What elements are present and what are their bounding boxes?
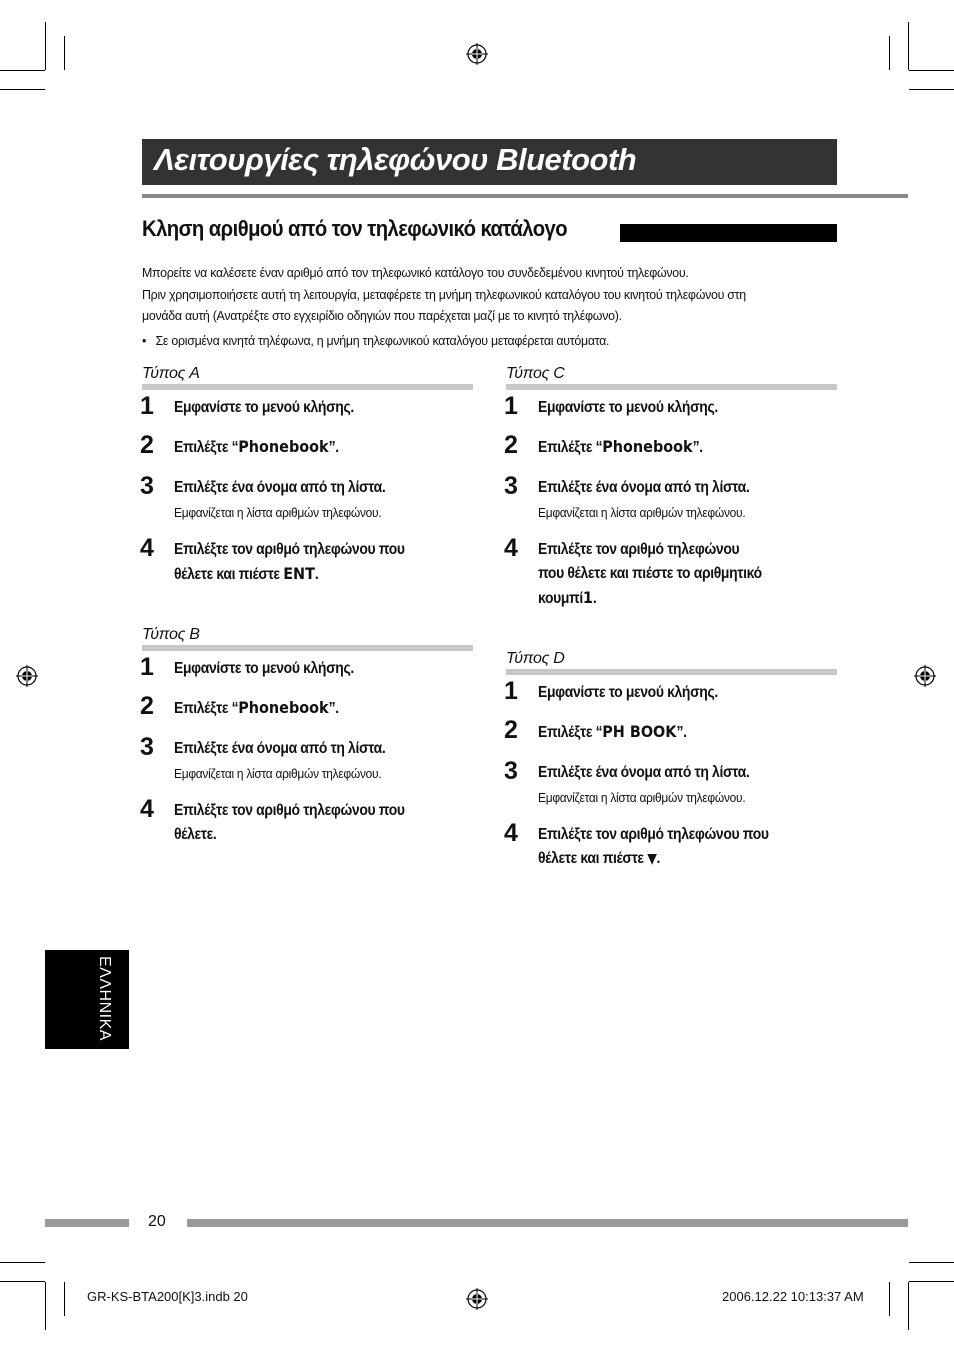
step-number: 3 xyxy=(140,472,154,500)
step-text-part: Επιλέξτε “ xyxy=(174,439,239,456)
type-b-block xyxy=(142,623,473,847)
step-text: Εμφανίστε το μενού κλήσης. xyxy=(538,684,718,701)
step-text xyxy=(174,435,471,460)
crop-mark xyxy=(45,22,46,70)
crop-mark xyxy=(909,70,954,71)
type-d-block xyxy=(506,647,837,871)
step-note: Εμφανίζεται η λίστα αριθμών τηλεφώνου. xyxy=(174,766,382,781)
step-text-part: θέλετε. xyxy=(174,826,217,843)
step-text-part: ”. xyxy=(676,724,687,741)
step-number: 4 xyxy=(504,534,518,562)
crop-mark xyxy=(0,70,45,71)
step-text-part: ”. xyxy=(328,700,339,717)
step-text-part: ”. xyxy=(692,439,703,456)
step-text-part: Επιλέξτε τον αριθμό τηλεφώνου που xyxy=(174,541,405,558)
step-text xyxy=(538,435,835,460)
step-3 xyxy=(504,757,837,823)
page-title-bar xyxy=(142,139,837,185)
step-text: Επιλέξτε ένα όνομα από τη λίστα. xyxy=(538,479,750,496)
keyword: ENT xyxy=(283,564,315,583)
step-text: Επιλέξτε ένα όνομα από τη λίστα. xyxy=(538,764,750,781)
crop-mark xyxy=(0,89,45,90)
step-note: Εμφανίζεται η λίστα αριθμών τηλεφώνου. xyxy=(538,790,746,805)
registration-mark-icon xyxy=(466,43,488,65)
crop-mark xyxy=(889,36,890,70)
type-a-block xyxy=(142,362,473,587)
step-number: 3 xyxy=(140,733,154,761)
step-4 xyxy=(140,795,473,847)
keyword: 1 xyxy=(582,588,593,607)
step-text: Επιλέξτε ένα όνομα από τη λίστα. xyxy=(174,740,386,757)
crop-mark xyxy=(889,1282,890,1316)
step-2 xyxy=(140,431,473,476)
step-text xyxy=(174,538,471,587)
keyword: Phonebook xyxy=(238,698,329,717)
down-triangle-icon: ▼ xyxy=(647,851,657,867)
page-title: Λειτουργίες τηλεφώνου Bluetooth xyxy=(154,142,637,177)
type-c-block xyxy=(506,362,837,611)
section-heading-bar xyxy=(620,224,837,242)
type-b-heading: Τύπος B xyxy=(142,623,473,651)
intro-line: μονάδα αυτή (Ανατρέξτε στο εγχειρίδιο οδηγιών που παρέχεται μαζί με το κινητό τηλέφωνο). xyxy=(142,308,622,323)
print-slug-date: 2006.12.22 10:13:37 AM xyxy=(722,1289,864,1304)
crop-mark xyxy=(64,36,65,70)
step-text-part: θέλετε και πιέστε xyxy=(538,850,648,867)
step-1 xyxy=(140,653,473,696)
step-text-part: Επιλέξτε “ xyxy=(538,439,603,456)
page-number: 20 xyxy=(148,1213,166,1230)
step-4 xyxy=(504,819,837,871)
crop-mark xyxy=(0,1281,45,1282)
footer-rule-right xyxy=(187,1219,908,1227)
step-text xyxy=(174,696,471,721)
intro-text xyxy=(142,262,838,351)
registration-mark-icon xyxy=(16,665,38,687)
step-text-part: Επιλέξτε τον αριθμό τηλεφώνου xyxy=(538,541,740,558)
keyword: Phonebook xyxy=(238,437,329,456)
step-2 xyxy=(504,431,837,476)
step-4 xyxy=(140,534,473,587)
step-text xyxy=(174,799,471,847)
intro-line: Πριν χρησιμοποιήσετε αυτή τη λειτουργία, μεταφέρετε τη μνήμη τηλεφωνικού καταλόγου του κινητού τηλεφώνου στη xyxy=(142,286,746,302)
registration-mark-icon xyxy=(466,1288,488,1310)
step-number: 2 xyxy=(504,431,518,459)
step-text-part: Επιλέξτε τον αριθμό τηλεφώνου που xyxy=(538,826,769,843)
step-number: 4 xyxy=(504,819,518,847)
step-text-part: που θέλετε και πιέστε το αριθμητικό xyxy=(538,565,762,582)
keyword: PH BOOK xyxy=(602,722,677,741)
intro-line: Μπορείτε να καλέσετε έναν αριθμό από τον τηλεφωνικό κατάλογο του συνδεδεμένου κινητού τηλεφώνου. xyxy=(142,265,689,280)
step-text-part: . xyxy=(314,566,319,583)
step-number: 2 xyxy=(504,716,518,744)
step-number: 1 xyxy=(140,653,154,681)
type-c-heading: Τύπος C xyxy=(506,362,837,390)
step-1 xyxy=(504,677,837,720)
registration-mark-icon xyxy=(914,665,936,687)
step-number: 2 xyxy=(140,692,154,720)
step-2 xyxy=(140,692,473,737)
step-number: 1 xyxy=(504,677,518,705)
crop-mark xyxy=(45,1282,46,1330)
step-text-part: . xyxy=(656,850,661,867)
step-text-part: Επιλέξτε “ xyxy=(538,724,603,741)
step-number: 1 xyxy=(504,392,518,420)
step-text-part: Επιλέξτε “ xyxy=(174,700,239,717)
crop-mark xyxy=(909,1281,954,1282)
crop-mark xyxy=(909,1262,954,1263)
language-tab-label: ΕΛΛΗΝΙΚΑ xyxy=(96,956,113,1041)
step-3 xyxy=(140,472,473,538)
crop-mark xyxy=(64,1282,65,1316)
step-text-part: . xyxy=(592,590,597,607)
step-text-part: Επιλέξτε τον αριθμό τηλεφώνου που xyxy=(174,802,405,819)
step-number: 3 xyxy=(504,757,518,785)
step-text xyxy=(538,720,835,745)
intro-bullet: • Σε ορισμένα κινητά τηλέφωνα, η μνήμη τηλεφωνικού καταλόγου μεταφέρεται αυτόματα. xyxy=(142,332,610,348)
step-note: Εμφανίζεται η λίστα αριθμών τηλεφώνου. xyxy=(538,505,746,520)
crop-mark xyxy=(908,22,909,70)
step-text: Επιλέξτε ένα όνομα από τη λίστα. xyxy=(174,479,386,496)
type-d-heading: Τύπος D xyxy=(506,647,837,675)
step-text-part: ”. xyxy=(328,439,339,456)
step-text: Εμφανίστε το μενού κλήσης. xyxy=(538,399,718,416)
step-text-part: κουμπί xyxy=(538,590,583,607)
step-text xyxy=(538,823,835,871)
print-slug-file: GR-KS-BTA200[K]3.indb 20 xyxy=(87,1289,248,1304)
step-number: 3 xyxy=(504,472,518,500)
step-text: Εμφανίστε το μενού κλήσης. xyxy=(174,660,354,677)
step-number: 4 xyxy=(140,795,154,823)
step-1 xyxy=(504,392,837,435)
title-rule xyxy=(142,194,908,198)
step-text-part: θέλετε και πιέστε xyxy=(174,566,284,583)
crop-mark xyxy=(909,89,954,90)
step-1 xyxy=(140,392,473,435)
keyword: Phonebook xyxy=(602,437,693,456)
step-4 xyxy=(504,534,837,611)
footer-rule-left xyxy=(45,1219,129,1227)
section-heading: Κληση αριθμού από τον τηλεφωνικό κατάλογο xyxy=(142,216,568,241)
crop-mark xyxy=(0,1262,45,1263)
step-number: 1 xyxy=(140,392,154,420)
step-2 xyxy=(504,716,837,761)
language-tab xyxy=(45,950,129,1049)
step-number: 2 xyxy=(140,431,154,459)
step-3 xyxy=(140,733,473,799)
step-3 xyxy=(504,472,837,538)
step-number: 4 xyxy=(140,534,154,562)
step-note: Εμφανίζεται η λίστα αριθμών τηλεφώνου. xyxy=(174,505,382,520)
intro-bullet-text: Σε ορισμένα κινητά τηλέφωνα, η μνήμη τηλεφωνικού καταλόγου μεταφέρεται αυτόματα. xyxy=(155,332,610,348)
step-text: Εμφανίστε το μενού κλήσης. xyxy=(174,399,354,416)
crop-mark xyxy=(908,1282,909,1330)
step-text xyxy=(538,538,835,611)
type-a-heading: Τύπος A xyxy=(142,362,473,390)
